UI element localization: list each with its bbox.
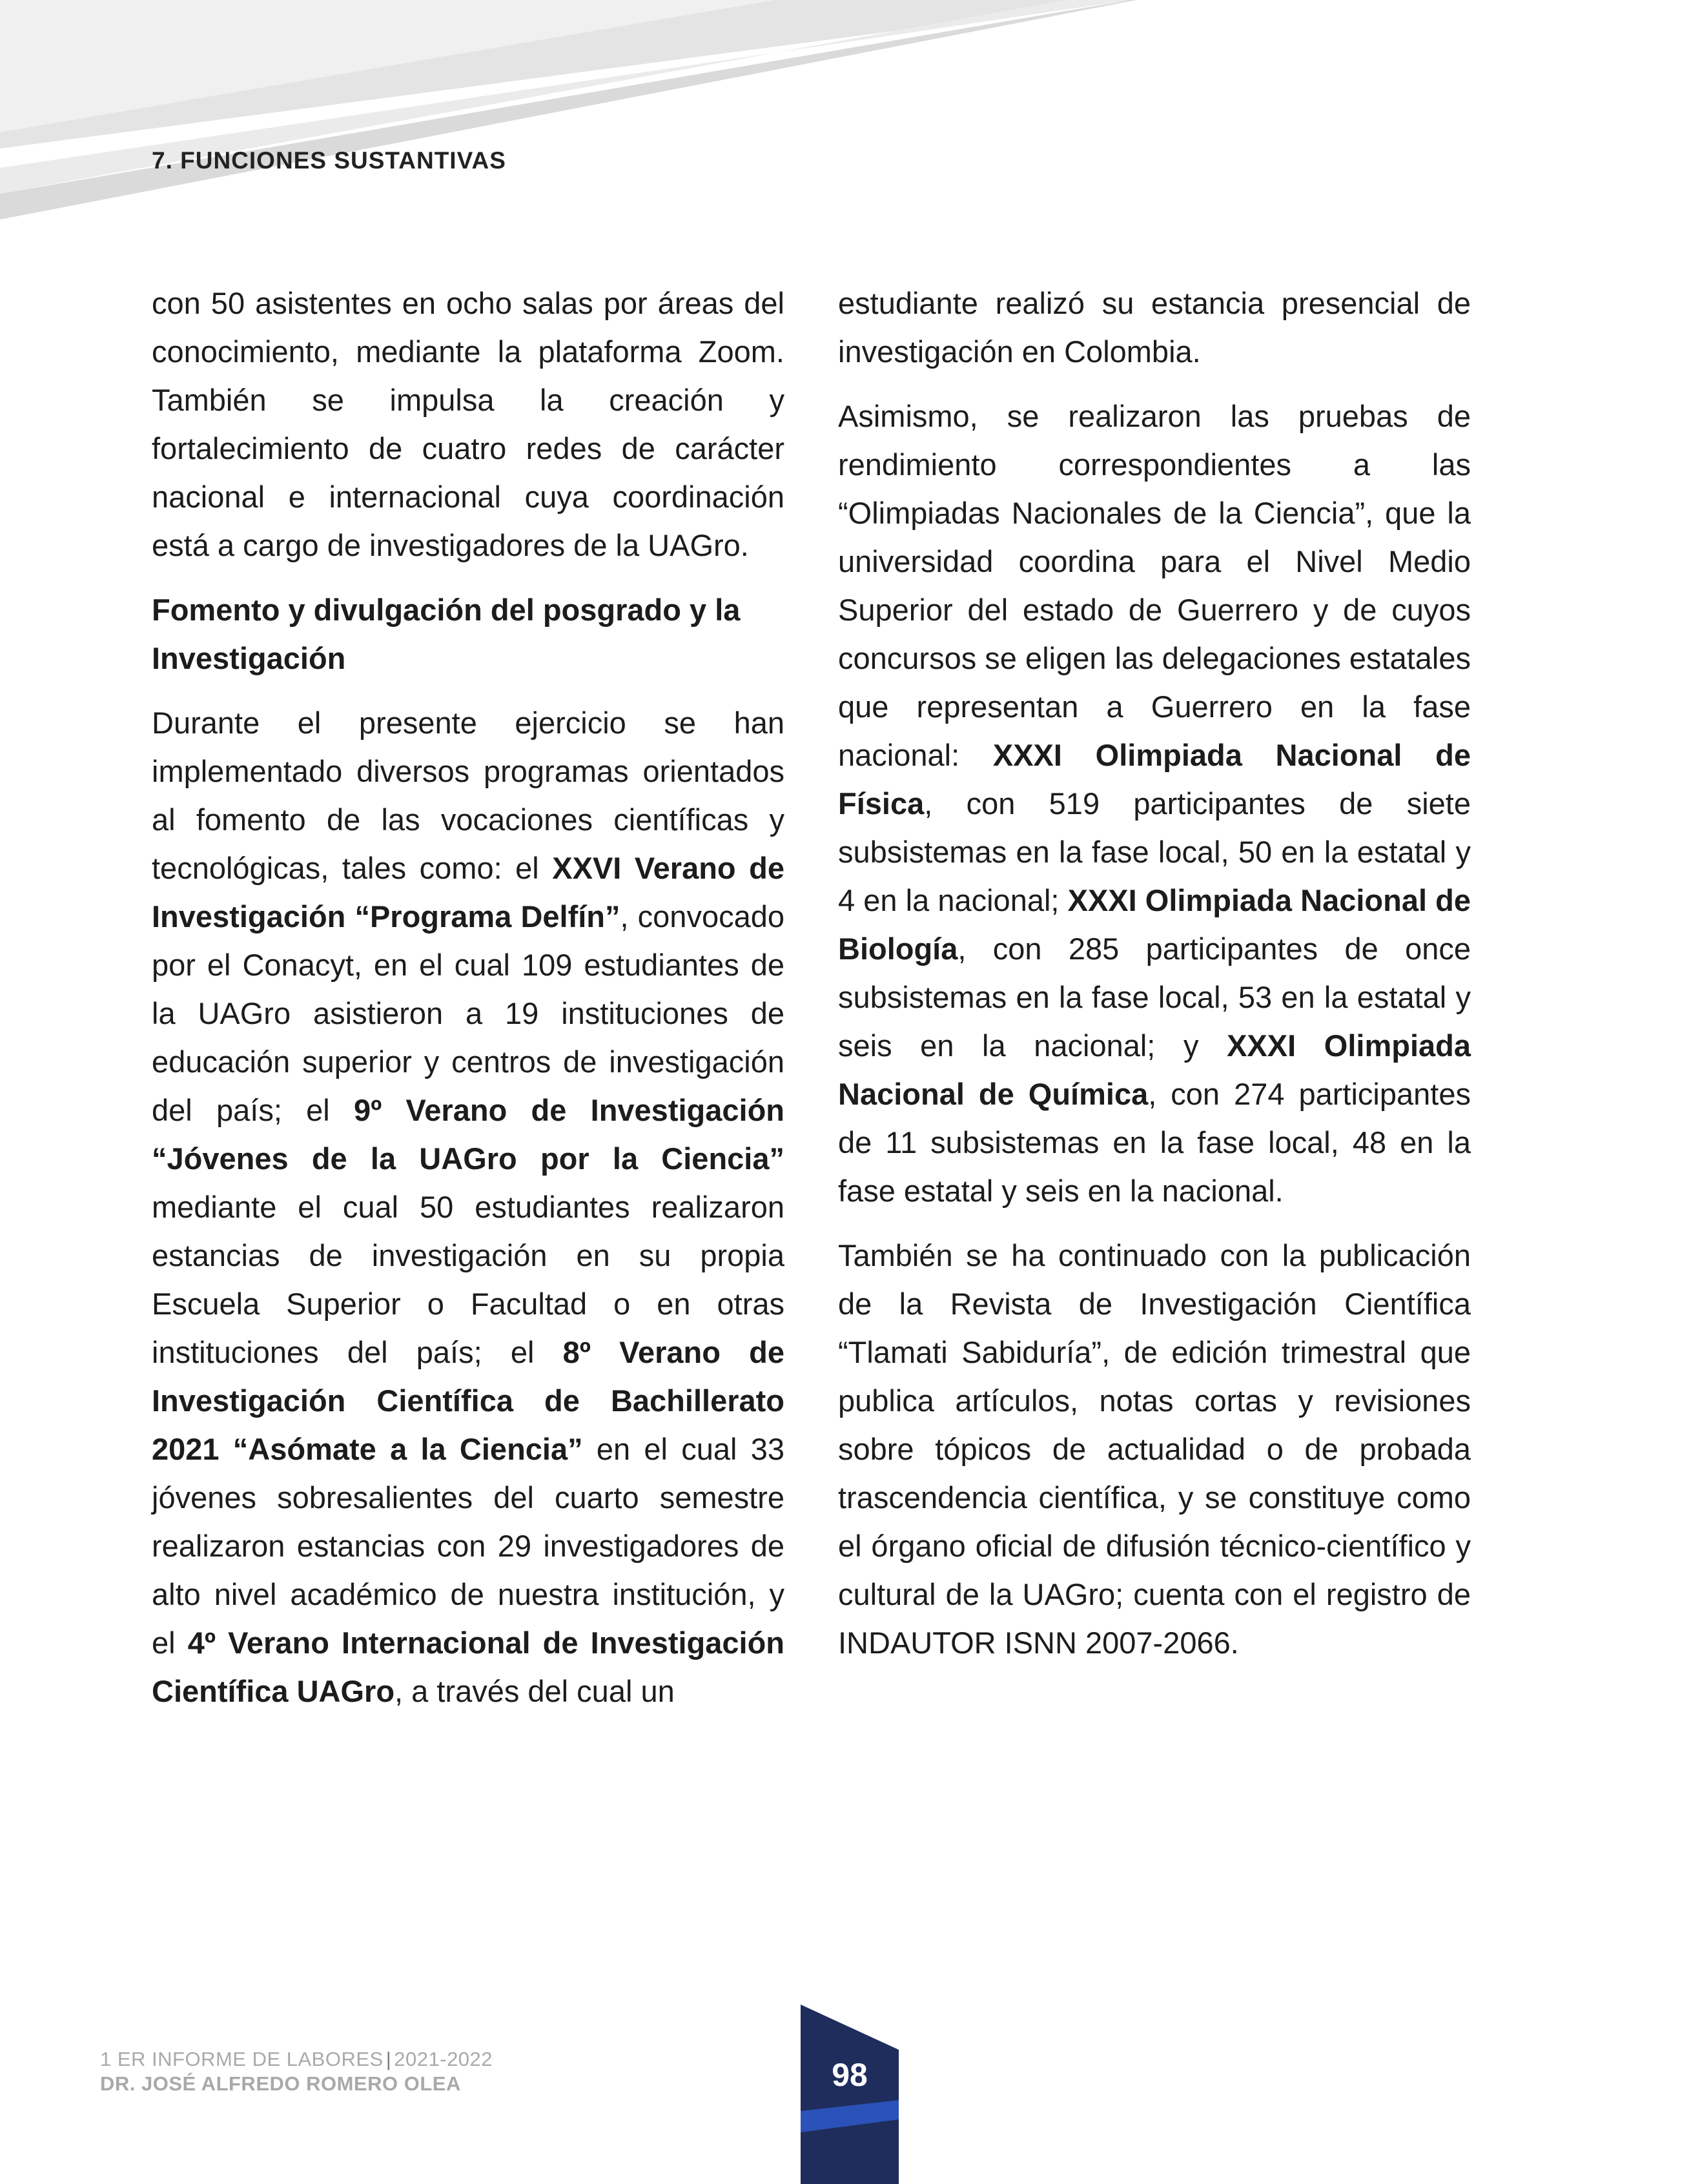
paragraph: estudiante realizó su estancia presencial de investigación en Colombia. [838, 286, 1471, 369]
footer-separator: | [385, 2048, 392, 2070]
footer-report-line [100, 2048, 493, 2071]
paragraph: Durante el presente ejercicio se han implementado diversos programas orientados al fomento de las vocaciones científicas y tecnológicas, tales como: el XXVI Verano de Investigación “Programa Delfín”, convocado por el Conacyt, en el cual 109 estudiantes de la UAGro asistieron a 19 instituciones de educación superior y centros de investigación del país; el 9º Verano de Investigación “Jóvenes de la UAGro por la Ciencia” mediante el cual 50 estudiantes realizaron estancias de investigación en su propia Escuela Superior o Facultad o en otras instituciones del país; el 8º Verano de Investigación Científica de Bachillerato 2021 “Asómate a la Ciencia” en el cual 33 jóvenes sobresalientes del cuarto semestre realizaron estancias con 29 investigadores de alto nivel académico de nuestra institución, y el 4º Verano Internacional de Investigación Científica UAGro, a través del cual un [152, 706, 785, 1708]
page-number-tab [801, 2005, 899, 2184]
page-number: 98 [832, 2057, 868, 2093]
header-decoration [0, 0, 1700, 232]
footer [100, 2048, 493, 2096]
footer-author: DR. JOSÉ ALFREDO ROMERO OLEA [100, 2072, 461, 2095]
left-column [152, 279, 784, 1731]
paragraph: Asimismo, se realizaron las pruebas de rendimiento correspondientes a las “Olimpiadas Nacionales de la Ciencia”, que la universidad coordina para el Nivel Medio Superior del estado de Guerrero y de cuyos concursos se eligen las delegaciones estatales que representan a Guerrero en la fase nacional: XXXI Olimpiada Nacional de Física, con 519 participantes de siete subsistemas en la fase local, 50 en la estatal y 4 en la nacional; XXXI Olimpiada Nacional de Biología, con 285 participantes de once subsistemas en la fase local, 53 en la estatal y seis en la nacional; y XXXI Olimpiada Nacional de Química, con 274 participantes de 11 subsistemas en la fase local, 48 en la fase estatal y seis en la nacional. [838, 399, 1471, 1208]
report-period: 2021-2022 [394, 2048, 493, 2070]
section-heading: Fomento y divulgación del posgrado y la Investigación [152, 593, 741, 675]
section-title: 7. FUNCIONES SUSTANTIVAS [152, 147, 506, 174]
paragraph: con 50 asistentes en ocho salas por áreas del conocimiento, mediante la plataforma Zoom. También se impulsa la creación y fortalecimiento de cuatro redes de carácter nacional e internacional cuya coordinación está a cargo de investigadores de la UAGro. [152, 286, 784, 562]
right-column [838, 279, 1471, 1683]
report-title: 1 ER INFORME DE LABORES [100, 2048, 384, 2070]
paragraph: También se ha continuado con la publicación de la Revista de Investigación Científica “Tlamati Sabiduría”, de edición trimestral que publica artículos, notas cortas y revisiones sobre tópicos de actualidad o de probada trascendencia científica, y se constituye como el órgano oficial de difusión técnico-científico y cultural de la UAGro; cuenta con el registro de INDAUTOR ISNN 2007-2066. [838, 1238, 1471, 1660]
